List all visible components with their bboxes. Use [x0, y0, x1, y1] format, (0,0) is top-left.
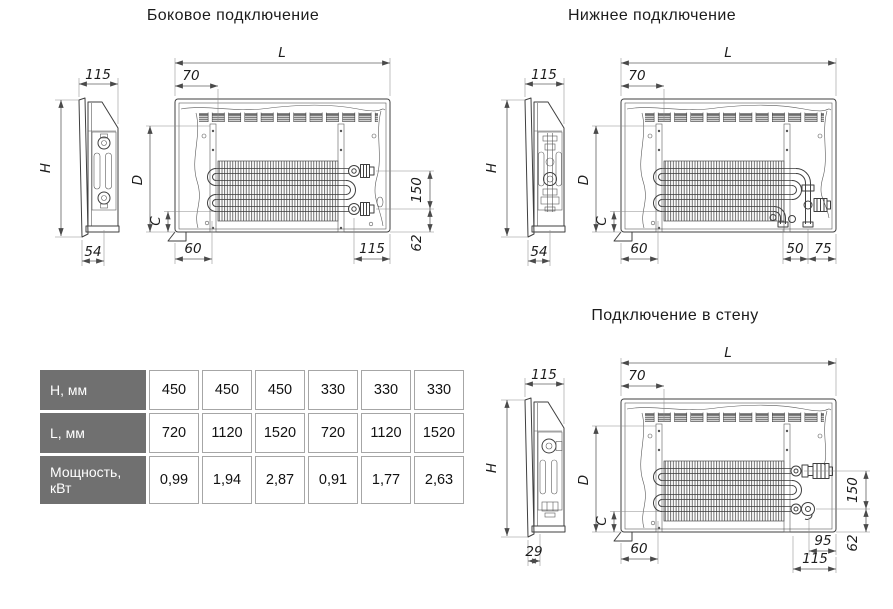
dim-side-bottom: 54: [84, 244, 102, 260]
table-cell: 720: [149, 413, 199, 453]
table-row-power: [40, 456, 464, 504]
figure-wall-connection: [446, 300, 893, 609]
table-cell: 0,91: [308, 456, 358, 504]
front-view: [130, 45, 434, 264]
table-cell: 450: [149, 370, 199, 410]
fin-block: [218, 161, 338, 221]
dim-bottom-left: 60: [630, 541, 648, 557]
dim-bottom-right: 115: [359, 241, 385, 257]
table-cell: 2,63: [414, 456, 464, 504]
table-cell: 1,77: [361, 456, 411, 504]
dim-length: L: [278, 45, 286, 61]
dim-side-height: H: [484, 162, 500, 174]
dim-bottom-left: 60: [184, 241, 202, 257]
dim-bottom-left: 60: [630, 241, 648, 257]
table-cell: 330: [414, 370, 464, 410]
fin-block: [664, 161, 784, 221]
dim-side-bottom: 29: [525, 544, 543, 560]
side-view: [38, 67, 119, 266]
wall-valves: [791, 464, 833, 520]
air-grille: [199, 113, 378, 123]
table-cell: 330: [361, 370, 411, 410]
dim-left-offset: 70: [182, 68, 200, 84]
dim-c: C: [594, 516, 610, 526]
dim-depth: D: [576, 474, 592, 486]
front-view: [576, 45, 836, 264]
table-cell: 1520: [255, 413, 305, 453]
dim-pipe-to-edge: 115: [802, 551, 828, 567]
fin-block: [664, 461, 784, 521]
dim-c: C: [148, 216, 164, 226]
dim-side-bottom: 54: [530, 244, 548, 260]
table-cell: 450: [255, 370, 305, 410]
figure-bottom-connection: [446, 0, 893, 300]
side-connection-drawing: [0, 0, 450, 300]
table-cell: 1120: [202, 413, 252, 453]
front-view: [576, 345, 870, 573]
bottom-connection-drawing: [446, 0, 893, 300]
dim-depth: D: [130, 174, 146, 186]
side-valves: [349, 165, 375, 216]
table-cell: 1120: [361, 413, 411, 453]
row-header-height: H, мм: [40, 370, 146, 410]
dim-left-offset: 70: [628, 368, 646, 384]
dim-side-width: 115: [531, 67, 557, 83]
dim-left-offset: 70: [628, 68, 646, 84]
dim-conn-spacing: 150: [845, 477, 861, 503]
row-header-length: L, мм: [40, 413, 146, 453]
dim-conn-spacing: 150: [409, 177, 425, 203]
figure-title: Нижнее подключение: [567, 7, 737, 24]
table-cell: 450: [202, 370, 252, 410]
dim-c: C: [594, 216, 610, 226]
table-cell: 720: [308, 413, 358, 453]
dim-side-height: H: [484, 462, 500, 474]
figure-title: Боковое подключение: [146, 7, 320, 24]
air-grille: [645, 413, 824, 423]
dim-depth: D: [576, 174, 592, 186]
specs-table: [37, 367, 467, 507]
air-grille: [645, 113, 824, 123]
dim-side-height: H: [38, 162, 54, 174]
dim-side-width: 115: [85, 67, 111, 83]
dim-conn-bottom: 62: [409, 234, 425, 252]
dim-length: L: [724, 45, 732, 61]
row-header-power: Мощность, кВт: [40, 456, 146, 504]
dim-side-width: 115: [531, 367, 557, 383]
side-view: [484, 67, 565, 266]
wall-connection-drawing: [446, 300, 893, 609]
table-cell: 1,94: [202, 456, 252, 504]
side-view: [484, 367, 565, 566]
table-cell: 1520: [414, 413, 464, 453]
table-cell: 2,87: [255, 456, 305, 504]
table-row-length: [40, 413, 464, 453]
dim-conn-bottom: 62: [845, 534, 861, 552]
dim-length: L: [724, 345, 732, 361]
figure-title: Подключение в стену: [591, 307, 759, 324]
dim-pipe-to-edge: 75: [814, 241, 832, 257]
dim-conn-to-edge: 95: [814, 533, 832, 549]
figure-side-connection: [0, 0, 450, 300]
table-cell: 330: [308, 370, 358, 410]
table-cell: 0,99: [149, 456, 199, 504]
table-row-height: [40, 370, 464, 410]
dim-pipe-spacing: 50: [786, 241, 804, 257]
